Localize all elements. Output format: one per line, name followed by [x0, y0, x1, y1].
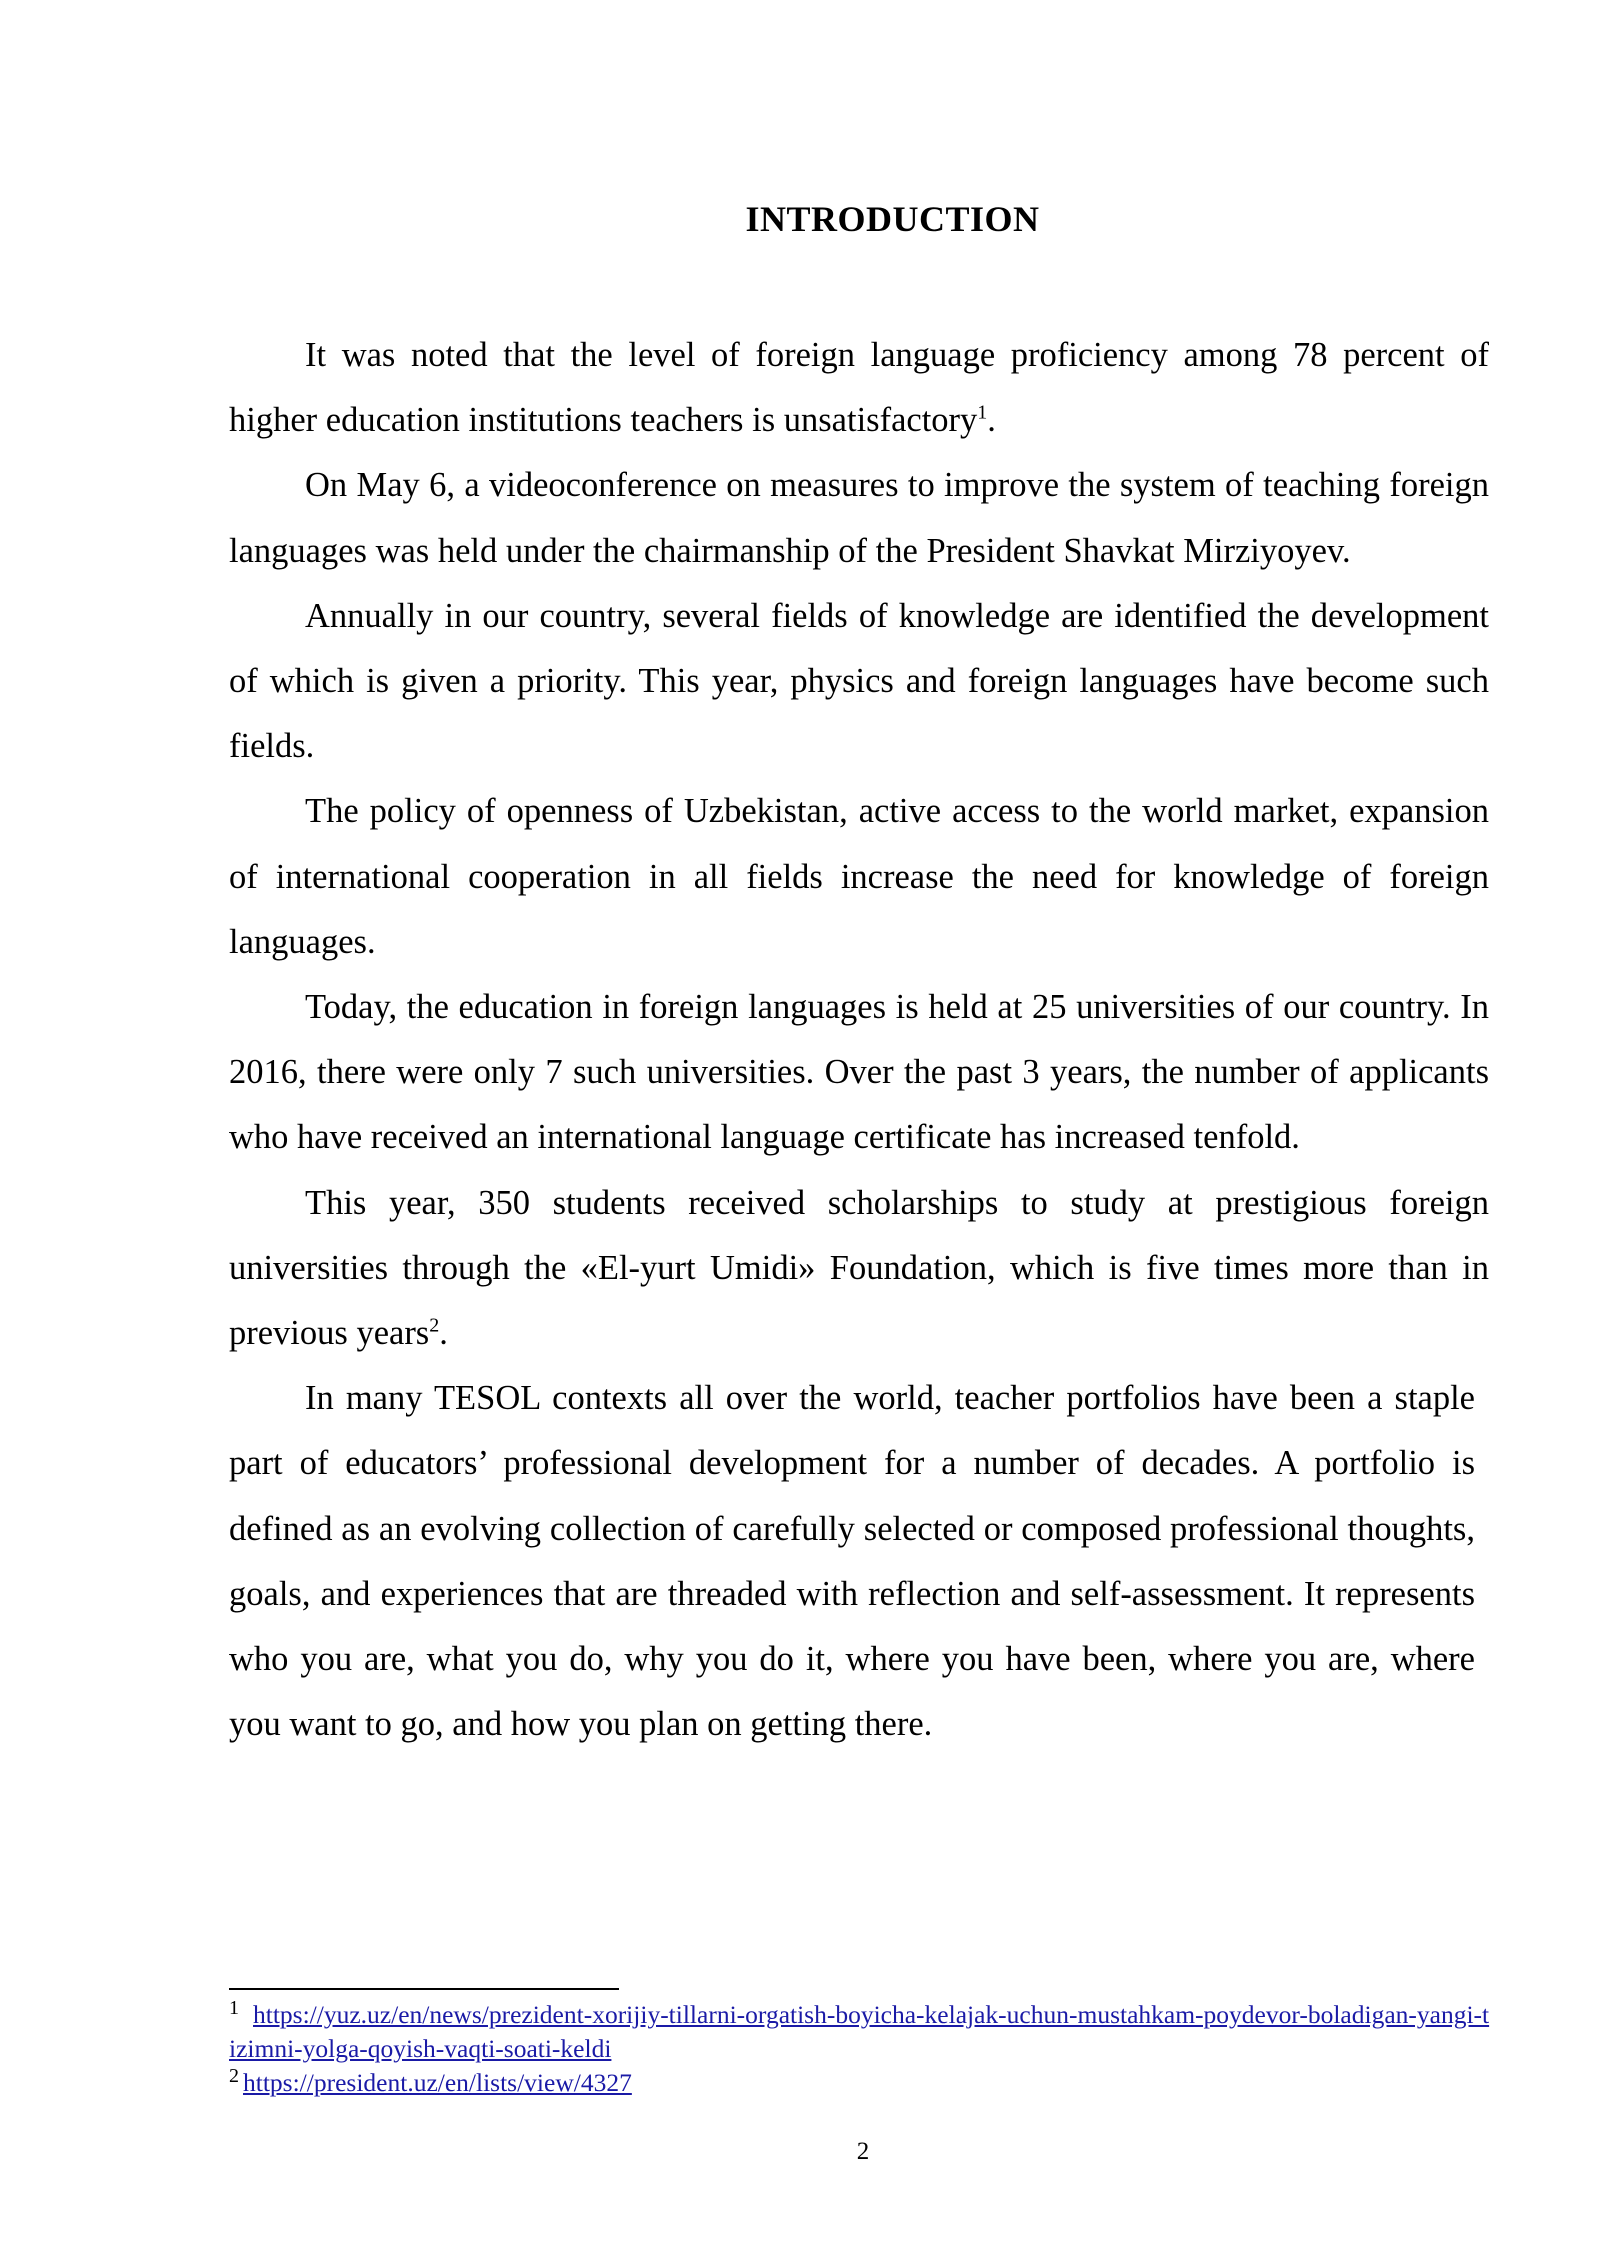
- paragraph-5: [229, 975, 1489, 1171]
- paragraph-4: [229, 779, 1489, 975]
- paragraph-text: It was noted that the level of foreign language proficiency among 78 percent of higher education institutions teachers is unsatisfactory: [229, 336, 1489, 440]
- paragraph-tail: .: [439, 1314, 448, 1353]
- page-number: 2: [856, 2138, 870, 2165]
- paragraph-3: [229, 584, 1489, 780]
- page-title: INTRODUCTION: [745, 199, 1040, 239]
- paragraph-tail: .: [987, 401, 996, 440]
- footnote-link[interactable]: https://president.uz/en/lists/view/4327: [243, 2068, 632, 2097]
- footnote-reference[interactable]: 2: [429, 1314, 440, 1337]
- footnote-1: [229, 1998, 1493, 2066]
- footnote-2: [229, 2066, 1493, 2100]
- footnotes: [229, 1998, 1493, 2100]
- body-text: [229, 323, 1489, 1757]
- paragraph-text: In many TESOL contexts all over the world, teacher portfolios have been a staple part of educators’ professional development for a number of decades. A portfolio is defined as an evolving collection of carefully selected or composed professional thoughts, goals, and experiences that are threaded with reflection and self-assessment. It represents who you are, what you do, why you do it, where you have been, where you are, where you want to go, and how you plan on getting there.: [229, 1379, 1475, 1744]
- paragraph-7: [229, 1366, 1475, 1757]
- paragraph-1: [229, 323, 1489, 453]
- footnote-number: 1: [229, 1996, 239, 2019]
- footnote-link[interactable]: https://yuz.uz/en/news/prezident-xorijiy-tillarni-orgatish-boyicha-kelajak-uchun-mustahkam-poydevor-boladigan-yangi-tizimni-yolga-qoyish-vaqti-soati-keldi: [229, 2000, 1490, 2063]
- paragraph-text: On May 6, a videoconference on measures to improve the system of teaching foreign languages was held under the chairmanship of the President Shavkat Mirziyoyev.: [229, 466, 1489, 570]
- paragraph-text: This year, 350 students received scholarships to study at prestigious foreign universities through the «El-yurt Umidi» Foundation, which is five times more than in previous years: [229, 1183, 1489, 1353]
- paragraph-6: [229, 1171, 1489, 1367]
- footnote-separator: [229, 1988, 619, 1990]
- footnote-reference[interactable]: 1: [977, 401, 988, 424]
- footnote-number: 2: [229, 2064, 239, 2087]
- paragraph-2: [229, 453, 1489, 583]
- paragraph-text: Annually in our country, several fields of knowledge are identified the development of which is given a priority. This year, physics and foreign languages have become such fields.: [229, 596, 1489, 766]
- paragraph-text: Today, the education in foreign languages is held at 25 universities of our country. In 2016, there were only 7 such universities. Over the past 3 years, the number of applicants who have received an international language certificate has increased tenfold.: [229, 988, 1489, 1157]
- paragraph-text: The policy of openness of Uzbekistan, active access to the world market, expansion of international cooperation in all fields increase the need for knowledge of foreign languages.: [229, 792, 1489, 961]
